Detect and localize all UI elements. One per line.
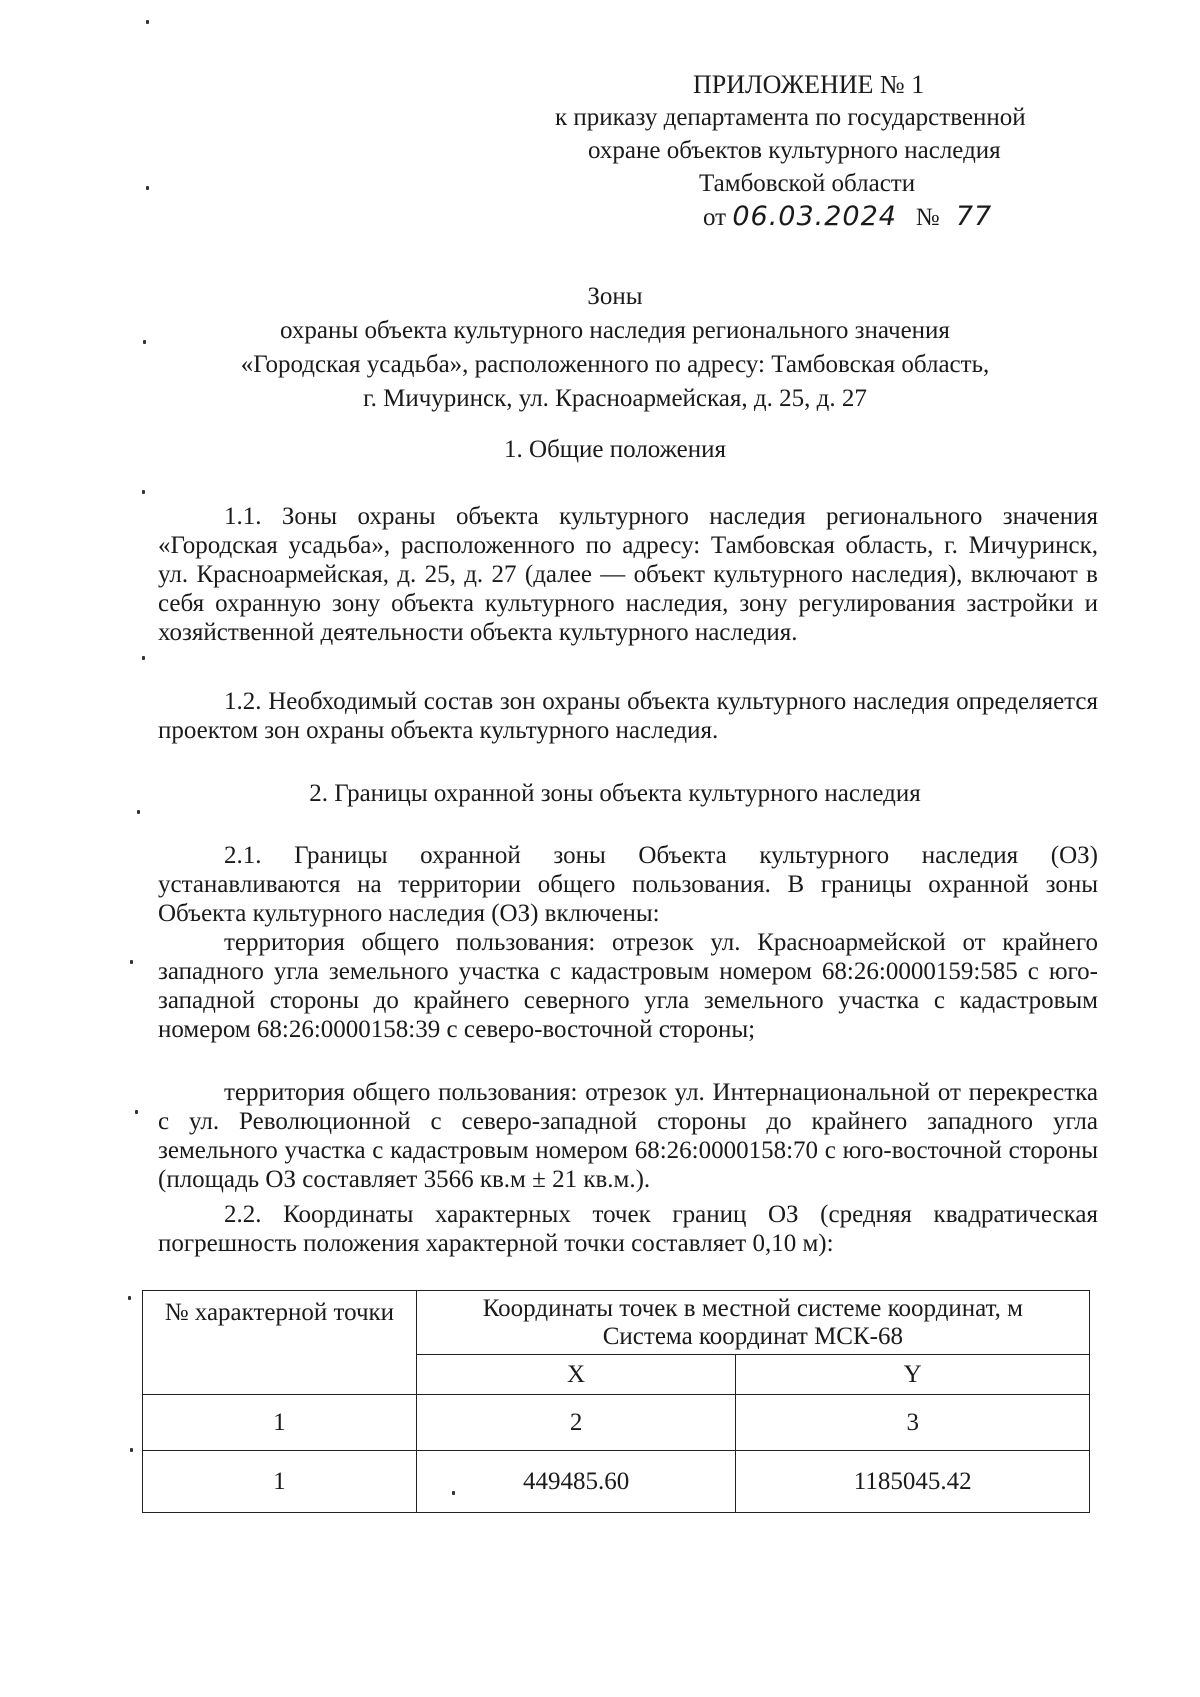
table-cell: 2	[416, 1395, 736, 1451]
number-prefix: №	[915, 204, 940, 231]
table-row	[143, 1451, 1090, 1513]
document-title	[140, 280, 1090, 416]
title-line-2: охраны объекта культурного наследия регионального значения	[280, 317, 950, 344]
paragraph-2-1-b: территория общего пользования: отрезок ул. Интернациональной от перекрестка с ул. Революционной с северо-западной стороны до крайнего западного угла земельного участка с кадастровым номером 68:26:0000158:70 с юго-восточной стороны (площадь ОЗ составляет 3566 кв.м ± 21 кв.м.).	[158, 1079, 1098, 1193]
title-line-4: г. Мичуринск, ул. Красноармейская, д. 25, д. 27	[363, 385, 867, 412]
handwritten-number: 77	[955, 201, 993, 232]
appendix-line-2: к приказу департамента по государственной	[555, 104, 1026, 131]
paragraph-1-1: 1.1. Зоны охраны объекта культурного наследия регионального значения «Городская усадьба», расположенного по адресу: Тамбовская область, г. Мичуринск, ул. Красноармейская, д. 25, д. 27 (далее — объект культурного наследия), включают в себя охранную зону объекта культурного наследия, зону регулирования застройки и хозяйственной деятельности объекта культурного наследия.	[158, 503, 1098, 646]
section-2-heading: 2. Границы охранной зоны объекта культурного наследия	[309, 780, 921, 807]
paragraph-1-2: 1.2. Необходимый состав зон охраны объекта культурного наследия определяется проектом зон охраны объекта культурного наследия.	[158, 688, 1098, 744]
table-cell: 449485.60	[416, 1451, 736, 1513]
date-prefix: от	[703, 204, 727, 231]
table-cell: 3	[736, 1395, 1090, 1451]
section-1-heading: 1. Общие положения	[504, 436, 726, 463]
appendix-title: ПРИЛОЖЕНИЕ № 1	[693, 70, 925, 99]
title-line-3: «Городская усадьба», расположенного по адресу: Тамбовская область,	[240, 351, 990, 378]
coordinates-table	[142, 1290, 1090, 1513]
paragraph-2-1-a: территория общего пользования: отрезок ул. Красноармейской от крайнего западного угла земельного участка с кадастровым номером 68:26:0000159:585 с юго-западной стороны до крайнего северного угла земельного участка с кадастровым номером 68:26:0000158:39 с северо-восточной стороны;	[158, 929, 1098, 1043]
table-cell: 1185045.42	[736, 1451, 1090, 1513]
handwritten-date: 06.03.2024	[732, 201, 897, 232]
table-cell: 1	[143, 1395, 417, 1451]
table-index-row	[143, 1395, 1090, 1451]
header-x: X	[416, 1355, 736, 1395]
appendix-line-4: Тамбовской области	[699, 170, 916, 197]
header-y: Y	[736, 1355, 1090, 1395]
paragraph-2-1: 2.1. Границы охранной зоны Объекта культурного наследия (ОЗ) устанавливаются на территории общего пользования. В границы охранной зоны Объекта культурного наследия (ОЗ) включены:	[158, 842, 1098, 927]
title-line-1: Зоны	[587, 283, 643, 310]
paragraph-2-2: 2.2. Координаты характерных точек границ ОЗ (средняя квадратическая погрешность положения характерной точки составляет 0,10 м):	[158, 1201, 1098, 1257]
header-coordinates: Координаты точек в местной системе координат, м Система координат МСК-68	[416, 1291, 1089, 1355]
appendix-date-line	[703, 200, 992, 235]
appendix-line-3: охране объектов культурного наследия	[588, 137, 1001, 164]
table-cell: 1	[143, 1451, 417, 1513]
header-point-number: № характерной точки	[143, 1291, 417, 1395]
